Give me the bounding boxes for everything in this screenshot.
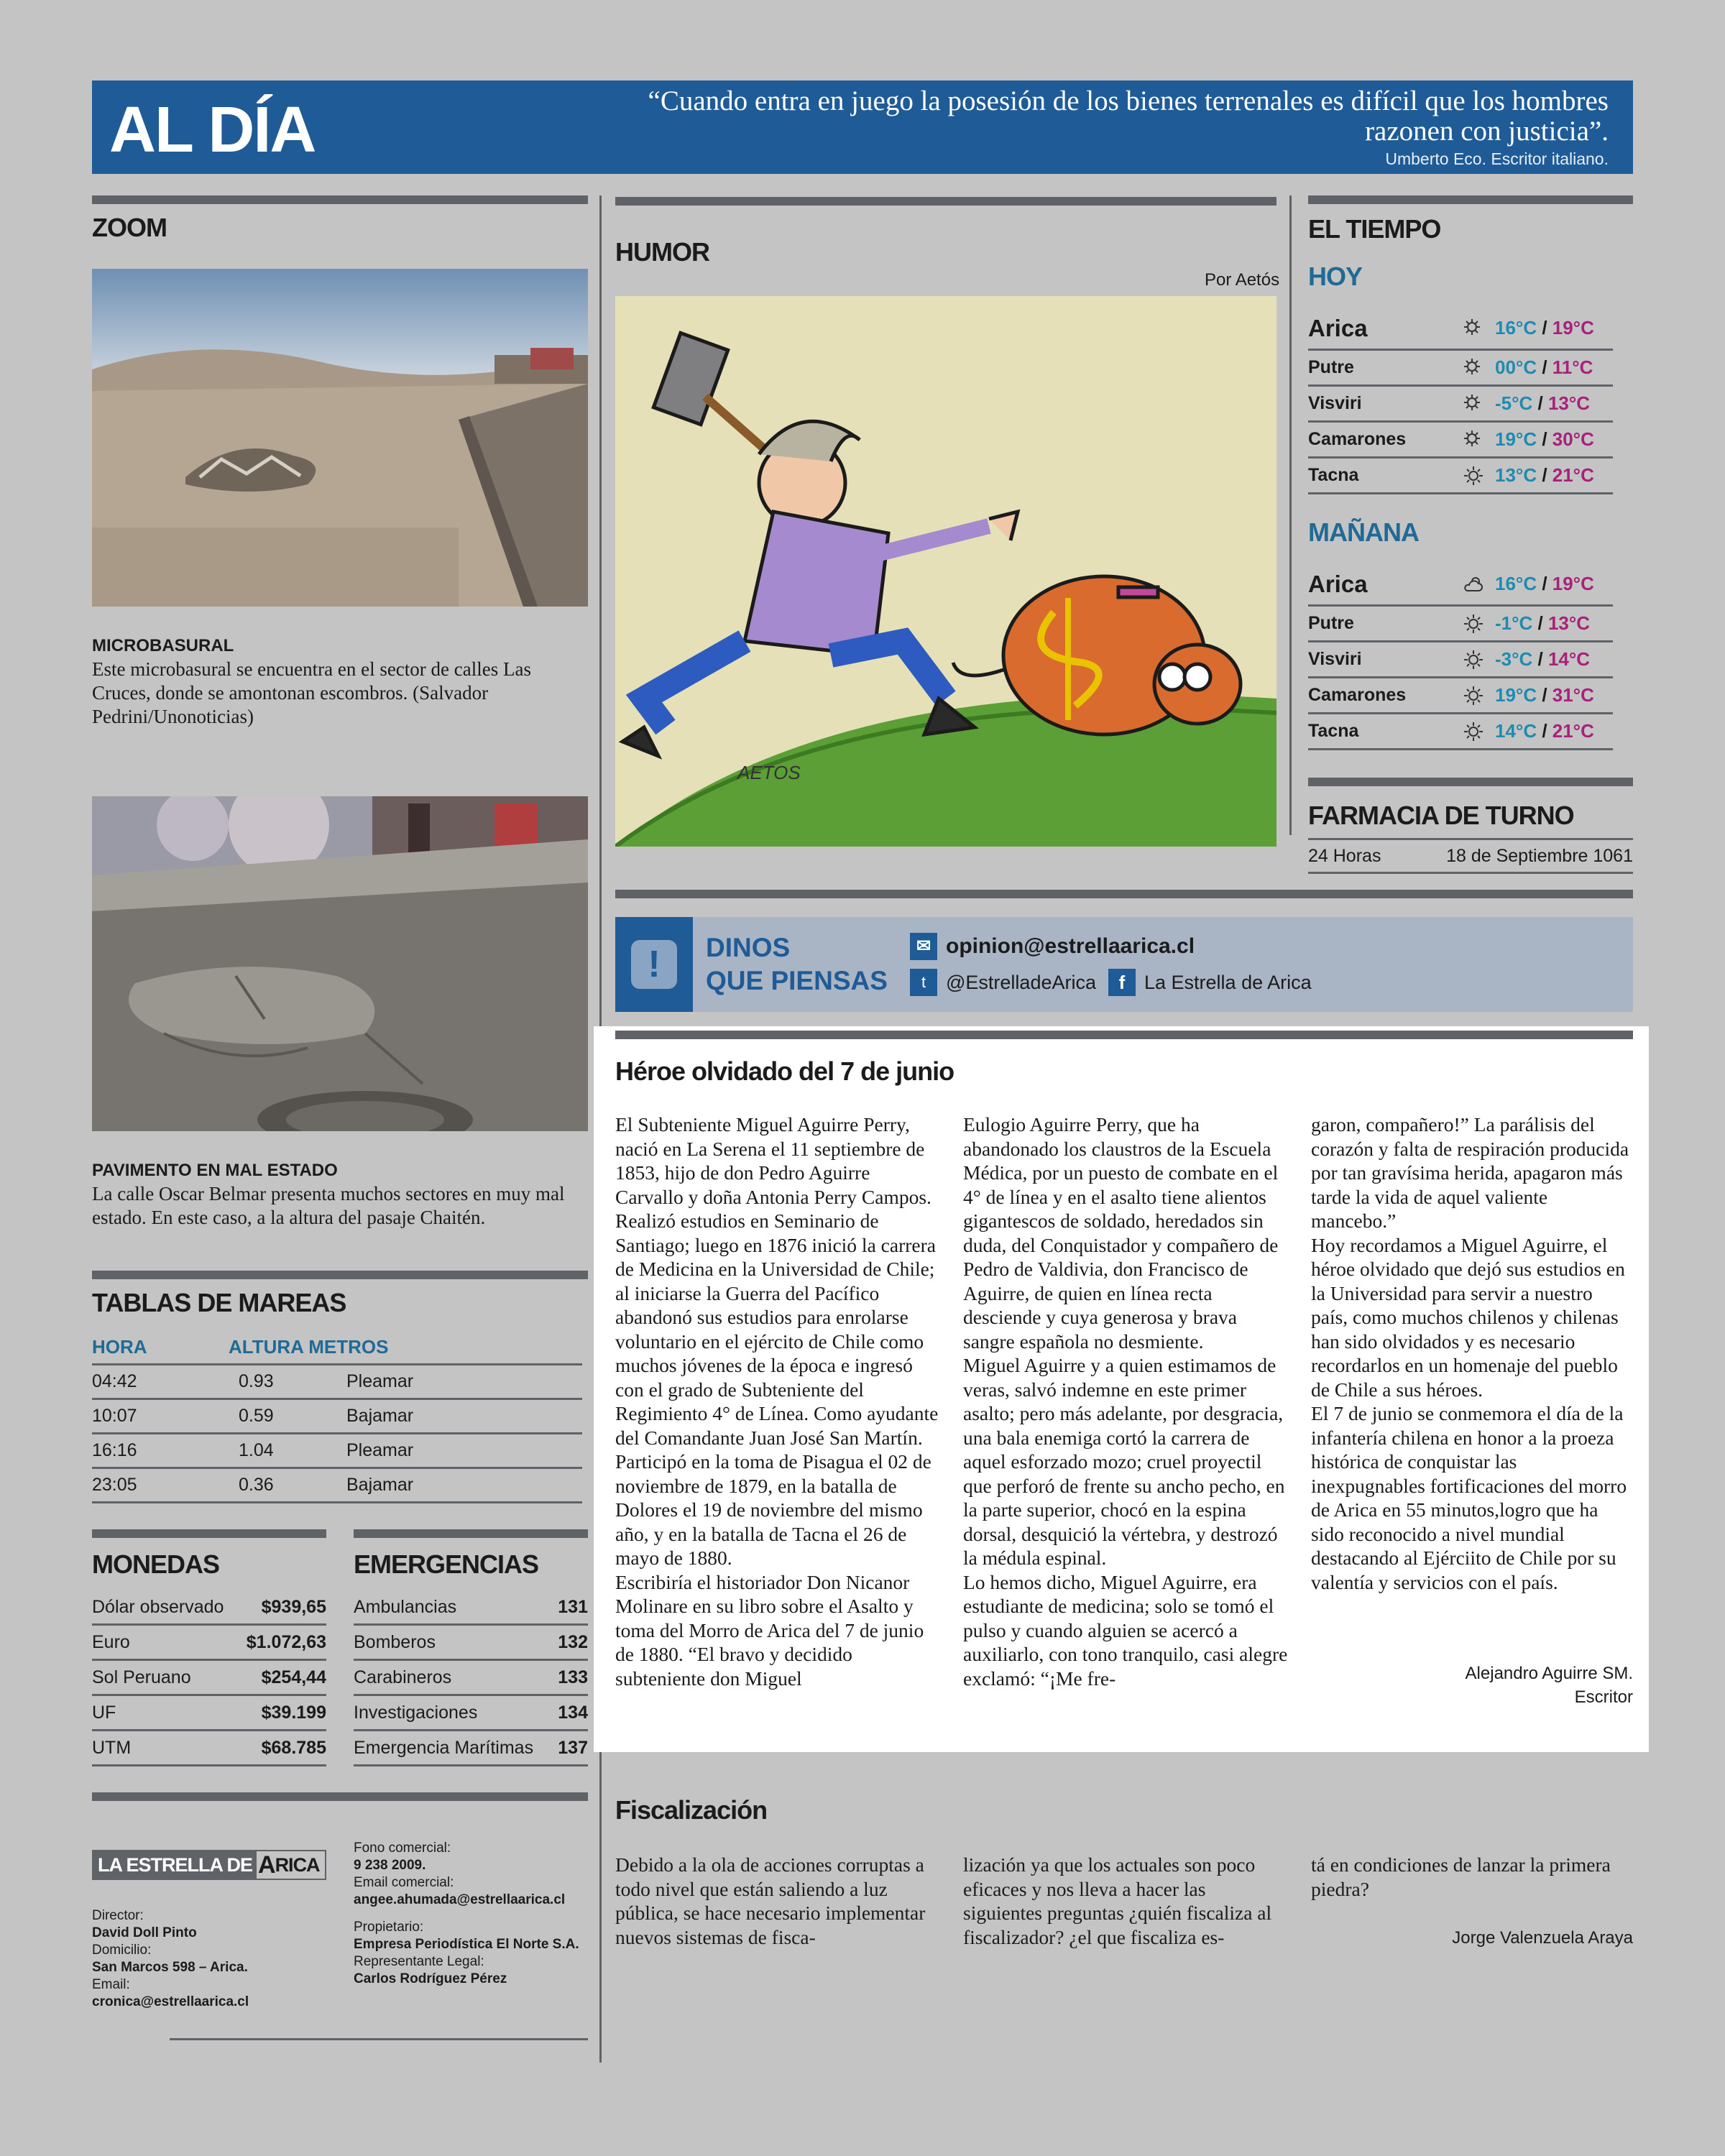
article-column-3: garon, compañero!” La parálisis del corazón y falta de respiración producida por tan gravísima herida, apagaron más tarde la vida de aquel valiente mancebo.” Hoy recordamos a Miguel Aguirre, el héroe olvidado que dejó sus estudios en la Universidad para servir a nuestro país, como muchos chilenos y chilenas han sido olvidados y es necesario recordarlos en un homenaje del pueblo de Chile a sus héroes. El 7 de junio se conmemora el día de la infantería chilena en honor a la proeza histórica de conquistar las inexpugnables fortificaciones del morro de Arica en 55 minutos,logro que ha sido reconocido a nivel mundial destacando al Ejérciito de Chile por su valentía y servicios con el país. (1311, 1113, 1629, 1593)
article-heroe (594, 1026, 1649, 1752)
tides-table (92, 1331, 582, 1493)
caption-title: PAVIMENTO EN MAL ESTADO (92, 1161, 338, 1180)
weather-row: Arica 16°C / 19°C (1308, 563, 1613, 607)
weather-row: Putre 00°C / 11°C (1308, 351, 1613, 387)
emergency-table (354, 1591, 588, 1767)
opinion-box (615, 917, 1633, 1012)
article2-author: Jorge Valenzuela Araya (1452, 1928, 1633, 1948)
table-row: UF $39.199 (92, 1697, 326, 1731)
newspaper-logo: LA ESTRELLA DE A RICA (92, 1850, 326, 1880)
weather-tomorrow-label: MAÑANA (1308, 517, 1419, 547)
bottom-rule (170, 2038, 588, 2040)
section-rule (1308, 778, 1633, 786)
sun-cloud-icon (1452, 393, 1495, 415)
facebook-link[interactable]: f La Estrella de Arica (1108, 969, 1312, 996)
weather-today-label: HOY (1308, 262, 1363, 291)
article-column-1: El Subteniente Miguel Aguirre Perry, nació en La Serena el 11 septiembre de 1853, hijo de don Pedro Aguirre Carvallo y doña Antonia Perry Campos. Realizó estudios en Seminario de Santiago; luego en 1876 inició la carrera de Medicina en la Universidad de Chile; al iniciarse la Guerra del Pacífico abandonó sus estudios para enrolarse voluntario en el ejército de Chile como muchos jóvenes de la época e ingresó con el grado de Subteniente del Regimiento 4° de Línea. Como ayudante del Comandante Juan José San Martín. Participó en la toma de Pisagua el 02 de noviembre de 1879, en la batalla de Dolores el 19 de noviembre del mismo año, y en la batalla de Tacna el 26 de mayo de 1880. Escribiría el historiador Don Nicanor Molinare en su libro sobre el Asalto y toma del Morro de Arica del 7 de junio de 1880. “El bravo y decidido subteniente don Miguel (615, 1113, 939, 1690)
sun-cloud-icon (1452, 318, 1495, 339)
facebook-icon: f (1108, 969, 1136, 996)
microbasural-photo (92, 269, 588, 607)
column-header-hour: HORA (92, 1336, 147, 1358)
weather-today-table (1308, 308, 1613, 496)
weather-title: EL TIEMPO (1308, 214, 1441, 244)
pharmacy-hours: 24 Horas (1308, 845, 1381, 866)
section-banner (92, 80, 1633, 174)
cloud-sun-icon (1452, 573, 1495, 595)
column-header-height: ALTURA METROS (229, 1336, 389, 1358)
table-row: Dólar observado $939,65 (92, 1591, 326, 1626)
banner-quote: “Cuando entra en juego la posesión de los bienes terrenales es difícil que los hombres razonen con justicia”. (648, 86, 1609, 147)
mail-icon: ✉ (910, 933, 937, 960)
masthead-right: Fono comercial: 9 238 2009. Email comercial: angee.ahumada@estrellaarica.cl Propietario: Empresa Periodística El Norte S.A. Representante Legal: Carlos Rodríguez Pérez (354, 1841, 579, 1986)
section-rule (92, 1792, 588, 1801)
section-rule (1308, 195, 1633, 204)
weather-row: Visviri -5°C / 13°C (1308, 387, 1613, 423)
weather-row: Tacna 14°C / 21°C (1308, 714, 1613, 750)
sun-icon (1452, 685, 1495, 706)
weather-tomorrow-table (1308, 563, 1613, 752)
section-rule (92, 1271, 588, 1279)
article2-column-2: lización ya que los actuales son poco eficaces y nos lleva a hacer las siguientes preguntas ¿quién fiscaliza al fiscalizador? ¿el que fiscaliza es- (963, 1853, 1272, 1948)
table-row: Emergencia Marítimas 137 (354, 1732, 588, 1766)
sun-cloud-icon (1452, 429, 1495, 451)
weather-row: Camarones 19°C / 30°C (1308, 423, 1613, 459)
caption-text: La calle Oscar Belmar presenta muchos sectores en muy mal estado. En este caso, a la altura del pasaje Chaitén. (92, 1183, 565, 1228)
humor-title: HUMOR (615, 237, 709, 267)
twitter-link[interactable]: t @EstrelladeArica (910, 969, 1096, 996)
caption-title: MICROBASURAL (92, 636, 234, 655)
article-author: Alejandro Aguirre SM. Escritor (1465, 1664, 1633, 1707)
table-row: Sol Peruano $254,44 (92, 1662, 326, 1696)
table-header (92, 1331, 582, 1365)
table-row: 16:16 1.04 Pleamar (92, 1434, 582, 1469)
weather-row: Putre -1°C / 13°C (1308, 607, 1613, 642)
zoom-title: ZOOM (92, 213, 167, 242)
table-row: Investigaciones 134 (354, 1697, 588, 1731)
emergency-title: EMERGENCIAS (354, 1549, 539, 1579)
pavement-caption (92, 1158, 588, 1230)
sun-icon (1452, 465, 1495, 487)
table-row: Bomberos 132 (354, 1626, 588, 1661)
section-rule (615, 197, 1276, 206)
column-divider (1289, 195, 1292, 835)
weather-row: Visviri -3°C / 14°C (1308, 642, 1613, 678)
table-row: Ambulancias 131 (354, 1591, 588, 1626)
section-rule (615, 890, 1633, 898)
sun-cloud-icon (1452, 357, 1495, 379)
section-rule (615, 1031, 1633, 1039)
currency-table (92, 1591, 326, 1767)
table-row: UTM $68.785 (92, 1732, 326, 1766)
microbasural-caption (92, 634, 588, 729)
table-row: 23:05 0.36 Bajamar (92, 1469, 582, 1503)
sun-icon (1452, 649, 1495, 671)
opinion-email-link[interactable]: ✉ opinion@estrellaarica.cl (910, 933, 1195, 960)
weather-row: Tacna 13°C / 21°C (1308, 459, 1613, 494)
humor-credit: Por Aetós (1205, 270, 1280, 290)
section-rule (92, 195, 588, 204)
caption-text: Este microbasural se encuentra en el sector de calles Las Cruces, donde se amontonan escombros. (Salvador Pedrini/Unonoticias) (92, 658, 531, 727)
section-rule (354, 1529, 588, 1538)
twitter-icon: t (910, 969, 937, 996)
weather-row: Arica 16°C / 19°C (1308, 308, 1613, 351)
tides-title: TABLAS DE MAREAS (92, 1288, 346, 1317)
cartoon-signature: AETOS (737, 762, 801, 783)
pharmacy-row (1308, 838, 1633, 874)
exclamation-icon: ! (615, 917, 693, 1012)
opinion-callout: DINOS QUE PIENSAS (706, 933, 888, 995)
section-rule (92, 1529, 326, 1538)
article-column-2: Eulogio Aguirre Perry, que ha abandonado los claustros de la Escuela Médica, por un puesto de combate en el 4° de línea y en el asalto tiene alientos gigantescos de soldado, heredados sin duda, del Conquistador y compañero de Pedro de Valdivia, don Francisco de Aguirre, de quien en línea recta desciende y cuya generosa y brava sangre española no desmiente. Miguel Aguirre y a quien estimamos de veras, salvó indemne en este primer asalto; pero más adelante, por desgracia, una bala enemiga cortó la carrera de aquel esforzado mozo; cruel proyectil que perforó de frente su ancho pecho, en la parte superior, chocó en la espina dorsal, desquició la vértebra, y destrozó la médula espinal. Lo hemos dicho, Miguel Aguirre, era estudiante de medicina; solo se tomó el pulso y cuando alguien se acercó a auxiliarlo, con tono tranquilo, casi alegre exclamó: “¡Me fre- (963, 1113, 1288, 1690)
article2-column-3: tá en condiciones de lanzar la primera piedra? (1311, 1853, 1611, 1900)
pavement-photo (92, 796, 588, 1131)
table-row: Euro $1.072,63 (92, 1626, 326, 1661)
pharmacy-address: 18 de Septiembre 1061 (1446, 845, 1633, 866)
article2-column-1: Debido a la ola de acciones corruptas a todo nivel que están saliendo a luz pública, se hace necesario implementar nuevos sistemas de fisca- (615, 1853, 926, 1948)
sun-icon (1452, 613, 1495, 635)
table-row: 04:42 0.93 Pleamar (92, 1365, 582, 1400)
article2-title: Fiscalización (615, 1795, 768, 1825)
pharmacy-title: FARMACIA DE TURNO (1308, 801, 1574, 830)
masthead-left: Director: David Doll Pinto Domicilio: San Marcos 598 – Arica. Email: cronica@estrellaarica.cl (92, 1908, 249, 2009)
weather-row: Camarones 19°C / 31°C (1308, 678, 1613, 714)
section-title: AL DÍA (109, 94, 316, 166)
table-row: 10:07 0.59 Bajamar (92, 1400, 582, 1434)
humor-cartoon (615, 296, 1276, 847)
currency-title: MONEDAS (92, 1549, 220, 1579)
sun-icon (1452, 721, 1495, 742)
table-row: Carabineros 133 (354, 1662, 588, 1696)
article-title: Héroe olvidado del 7 de junio (615, 1056, 954, 1086)
quote-author: Umberto Eco. Escritor italiano. (1385, 149, 1609, 168)
